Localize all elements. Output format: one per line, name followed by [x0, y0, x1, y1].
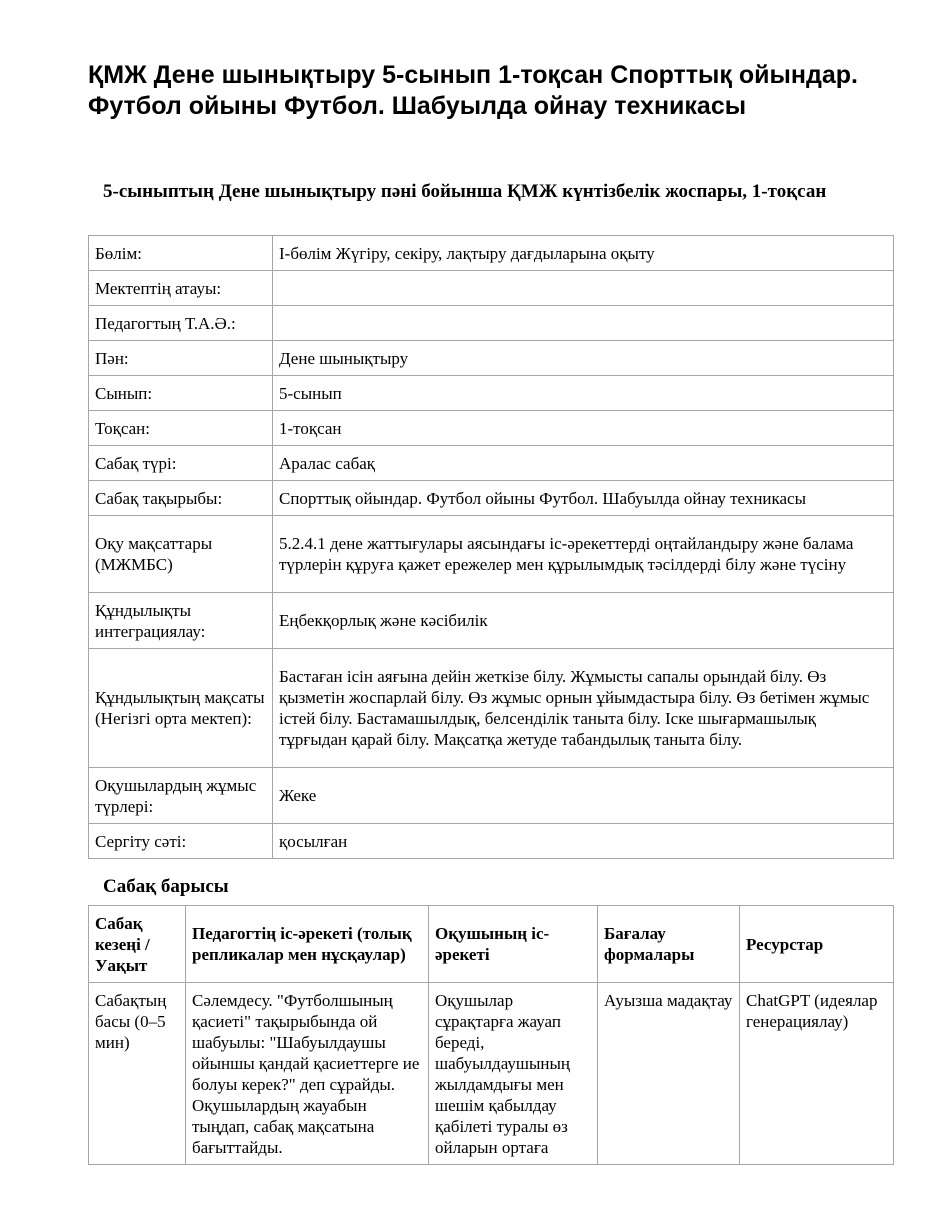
- header-stage: Сабақ кезеңі / Уақыт: [89, 906, 186, 983]
- info-label: Сынып:: [89, 376, 273, 411]
- info-label: Сабақ тақырыбы:: [89, 481, 273, 516]
- info-row: [89, 236, 894, 271]
- plan-heading: 5-сыныптың Дене шынықтыру пәні бойынша ҚМЖ күнтізбелік жоспары, 1-тоқсан: [103, 181, 827, 202]
- info-label: Оқу мақсаттары (МЖМБС): [89, 516, 273, 593]
- resources-cell: ChatGPT (идеялар генерациялау): [740, 983, 894, 1165]
- lesson-table: [88, 905, 894, 1165]
- info-value: Дене шынықтыру: [273, 341, 894, 376]
- info-label: Мектептің атауы:: [89, 271, 273, 306]
- info-row: [89, 593, 894, 649]
- info-label: Сабақ түрі:: [89, 446, 273, 481]
- info-row: [89, 446, 894, 481]
- info-row: [89, 376, 894, 411]
- info-value: 1-тоқсан: [273, 411, 894, 446]
- info-row: [89, 341, 894, 376]
- info-label: Бөлім:: [89, 236, 273, 271]
- info-value: Спорттық ойындар. Футбол ойыны Футбол. Шабуылда ойнау техникасы: [273, 481, 894, 516]
- info-label: Педагогтың Т.А.Ә.:: [89, 306, 273, 341]
- info-value: 5.2.4.1 дене жаттығулары аясындағы іс-әрекеттерді оңтайландыру және балама түрлерін құруға қажет ережелер мен құрылымдық тәсілдерді білу және түсіну: [273, 516, 894, 593]
- teacher-cell: Сәлемдесу. "Футболшының қасиеті" тақырыбында ой шабуылы: "Шабуылдаушы ойыншы қандай қасиеттерге ие болуы керек?" деп сұрайды. Оқушылардың жауабын тыңдап, сабақ мақсатына бағыттайды.: [186, 983, 429, 1165]
- info-value: қосылған: [273, 824, 894, 859]
- info-row: [89, 306, 894, 341]
- stage-cell: Сабақтың басы (0–5 мин): [89, 983, 186, 1165]
- info-value: [273, 306, 894, 341]
- info-label: Құндылықтың мақсаты (Негізгі орта мектеп):: [89, 649, 273, 768]
- lesson-row: [89, 983, 894, 1165]
- info-row: [89, 824, 894, 859]
- info-label: Пән:: [89, 341, 273, 376]
- info-value: 5-сынып: [273, 376, 894, 411]
- info-row: [89, 768, 894, 824]
- info-row: [89, 271, 894, 306]
- header-student: Оқушының іс-әрекеті: [429, 906, 598, 983]
- info-row: [89, 411, 894, 446]
- header-teacher: Педагогтің іс-әрекеті (толық репликалар мен нұсқаулар): [186, 906, 429, 983]
- info-label: Тоқсан:: [89, 411, 273, 446]
- lesson-heading: Сабақ барысы: [103, 876, 229, 897]
- info-label: Сергіту сәті:: [89, 824, 273, 859]
- info-value: І-бөлім Жүгіру, секіру, лақтыру дағдыларына оқыту: [273, 236, 894, 271]
- assessment-cell: Ауызша мадақтау: [598, 983, 740, 1165]
- document-title: ҚМЖ Дене шынықтыру 5-сынып 1-тоқсан Спорттық ойындар. Футбол ойыны Футбол. Шабуылда ойнау техникасы: [88, 61, 858, 120]
- info-label: Оқушылардың жұмыс түрлері:: [89, 768, 273, 824]
- info-row: [89, 649, 894, 768]
- student-cell: Оқушылар сұрақтарға жауап береді, шабуылдаушының жылдамдығы мен шешім қабылдау қабілеті туралы өз ойларын ортаға: [429, 983, 598, 1165]
- info-value: Жеке: [273, 768, 894, 824]
- info-value: Аралас сабақ: [273, 446, 894, 481]
- info-row: [89, 516, 894, 593]
- info-value: [273, 271, 894, 306]
- header-assessment: Бағалау формалары: [598, 906, 740, 983]
- info-table: [88, 235, 894, 859]
- info-value: Еңбекқорлық және кәсібилік: [273, 593, 894, 649]
- info-value: Бастаған ісін аяғына дейін жеткізе білу. Жұмысты сапалы орындай білу. Өз қызметін жоспарлай білу. Өз жұмыс орнын ұйымдастыра білу. Өз бетімен жұмыс істей білу. Бастамашылдық, белсенділік таныта білу. Іске шығармашылық тұрғыдан қарай білу. Мақсатқа жетуде табандылық таныта білу.: [273, 649, 894, 768]
- lesson-header-row: [89, 906, 894, 983]
- info-row: [89, 481, 894, 516]
- header-resources: Ресурстар: [740, 906, 894, 983]
- info-label: Құндылықты интеграциялау:: [89, 593, 273, 649]
